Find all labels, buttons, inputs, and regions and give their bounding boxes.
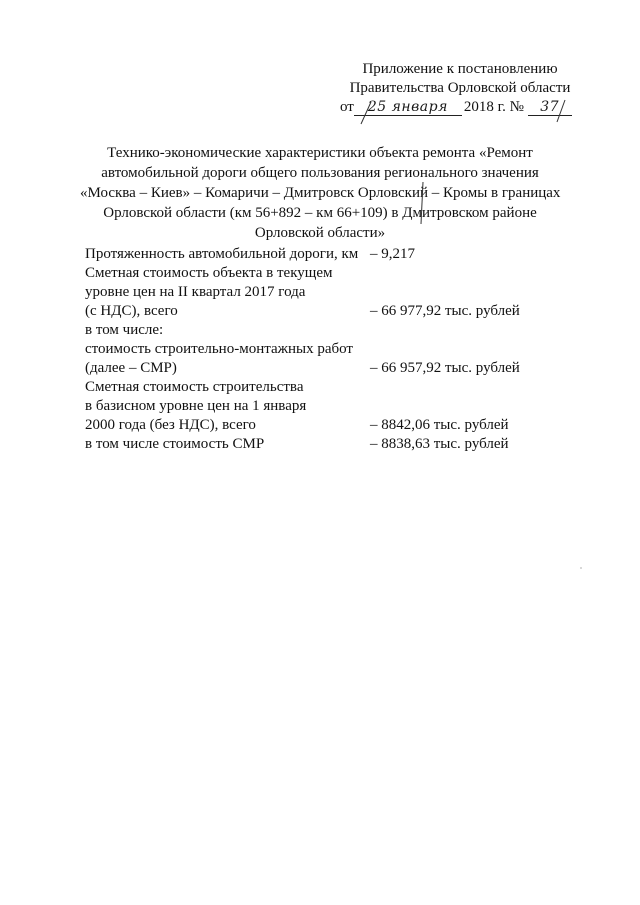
table-row: [85, 435, 555, 454]
table-row: [85, 378, 555, 397]
row-value: – 8842,06 тыс. рублей: [370, 417, 509, 433]
row-value: – 9,217: [370, 246, 415, 262]
row-value: – 66 957,92 тыс. рублей: [370, 360, 520, 376]
handwritten-number: 37: [540, 99, 560, 115]
table-row: [85, 321, 555, 340]
row-label: Протяженность автомобильной дороги, км: [85, 246, 359, 262]
table-row: [85, 416, 555, 435]
row-label: 2000 года (без НДС), всего: [85, 417, 256, 433]
row-label: в том числе:: [85, 322, 164, 338]
date-prefix: от: [340, 99, 354, 115]
signature-strokes: [325, 92, 595, 132]
table-row: [85, 283, 555, 302]
table-row: [85, 397, 555, 416]
row-value: – 66 977,92 тыс. рублей: [370, 303, 520, 319]
table-row: [85, 302, 555, 321]
row-label: в базисном уровне цен на 1 января: [85, 398, 307, 414]
appendix-line-1: Приложение к постановлению: [362, 61, 558, 77]
row-label: в том числе стоимость СМР: [85, 436, 265, 452]
table-row: [85, 340, 555, 359]
row-label: Сметная стоимость строительства: [85, 379, 304, 395]
year-number-text: 2018 г. №: [463, 99, 524, 115]
title-line: Орловской области»: [254, 225, 386, 241]
scan-speck: [578, 565, 584, 571]
row-label: (с НДС), всего: [85, 303, 178, 319]
title-line: автомобильной дороги общего пользования регионального значения: [101, 165, 539, 181]
table-row: [85, 264, 555, 283]
document-title: [80, 143, 560, 243]
title-line: Орловской области (км 56+892 – км 66+109) в Дмитровском районе: [103, 205, 537, 221]
table-row: [85, 245, 555, 264]
title-line: Технико-экономические характеристики объекта ремонта «Ремонт: [107, 145, 533, 161]
appendix-line-2: Правительства Орловской области: [349, 80, 571, 96]
handwritten-date: 25 января: [367, 99, 448, 115]
row-label: (далее – СМР): [85, 360, 177, 376]
row-label: стоимость строительно-монтажных работ: [85, 341, 353, 357]
pen-mark: [415, 180, 429, 230]
characteristics-table: [85, 245, 555, 454]
title-line: «Москва – Киев» – Комаричи – Дмитровск Орловский – Кромы в границах: [80, 185, 561, 201]
row-label: уровне цен на II квартал 2017 года: [85, 284, 306, 300]
table-row: [85, 359, 555, 378]
row-label: Сметная стоимость объекта в текущем: [85, 265, 333, 281]
row-value: – 8838,63 тыс. рублей: [370, 436, 509, 452]
